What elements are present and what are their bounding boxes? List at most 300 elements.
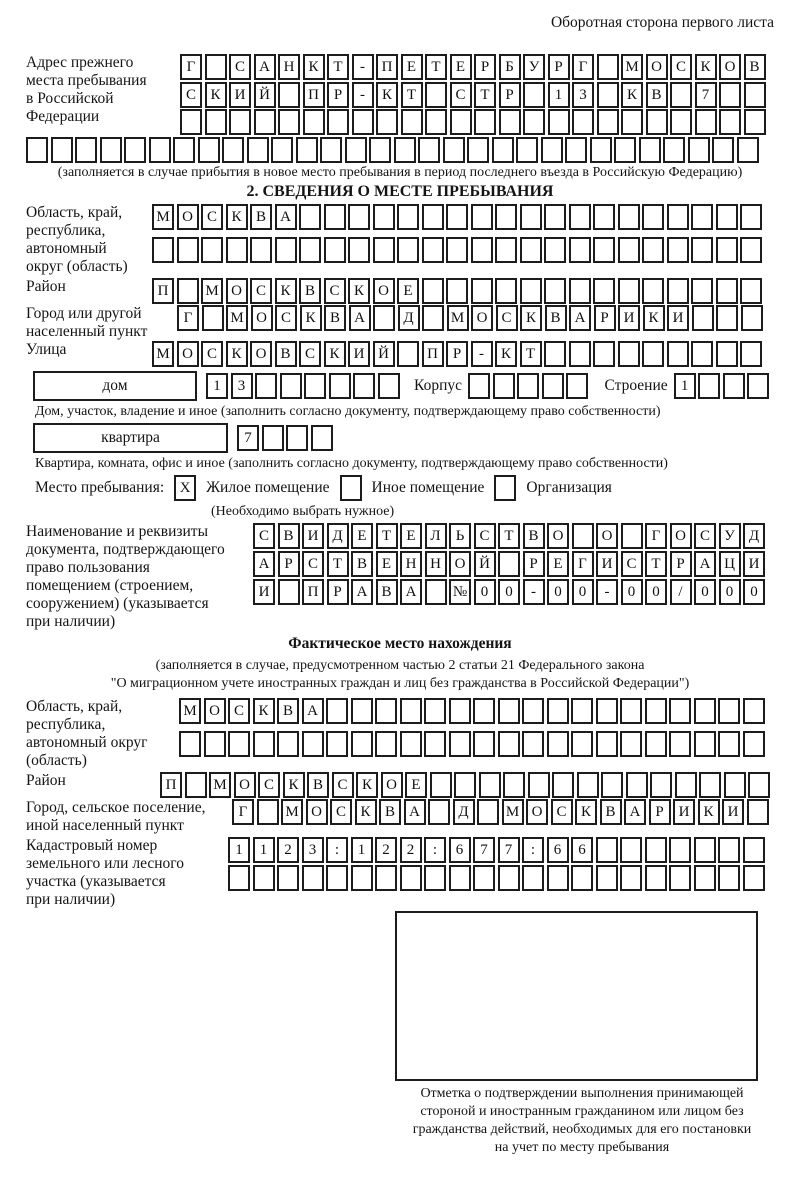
- char-cell[interactable]: [724, 772, 746, 798]
- char-cell[interactable]: 3: [231, 373, 253, 399]
- char-cell[interactable]: [520, 278, 542, 304]
- char-cell[interactable]: [639, 137, 661, 163]
- char-cell[interactable]: [741, 305, 763, 331]
- char-cell[interactable]: [517, 373, 539, 399]
- char-cell[interactable]: [528, 772, 550, 798]
- char-cell[interactable]: А: [254, 54, 276, 80]
- char-cell[interactable]: [180, 109, 202, 135]
- char-cell[interactable]: Р: [548, 54, 570, 80]
- char-cell[interactable]: С: [228, 698, 250, 724]
- char-cell[interactable]: О: [251, 305, 273, 331]
- char-cell[interactable]: [100, 137, 122, 163]
- char-cell[interactable]: [446, 237, 468, 263]
- char-cell[interactable]: №: [449, 579, 471, 605]
- char-cell[interactable]: М: [179, 698, 201, 724]
- char-cell[interactable]: [523, 109, 545, 135]
- char-cell[interactable]: [667, 237, 689, 263]
- char-cell[interactable]: [471, 204, 493, 230]
- char-cell[interactable]: [642, 341, 664, 367]
- char-cell[interactable]: 3: [302, 837, 324, 863]
- char-cell[interactable]: [275, 237, 297, 263]
- char-cell[interactable]: Й: [254, 82, 276, 108]
- char-cell[interactable]: С: [253, 523, 275, 549]
- char-cell[interactable]: В: [277, 698, 299, 724]
- char-cell[interactable]: 2: [375, 837, 397, 863]
- char-cell[interactable]: [253, 865, 275, 891]
- char-cell[interactable]: [626, 772, 648, 798]
- char-cell[interactable]: А: [351, 579, 373, 605]
- char-cell[interactable]: [400, 698, 422, 724]
- char-cell[interactable]: [748, 772, 770, 798]
- char-cell[interactable]: [542, 373, 564, 399]
- char-cell[interactable]: 7: [473, 837, 495, 863]
- char-cell[interactable]: [667, 204, 689, 230]
- char-cell[interactable]: В: [545, 305, 567, 331]
- char-cell[interactable]: О: [547, 523, 569, 549]
- char-cell[interactable]: [498, 731, 520, 757]
- char-cell[interactable]: Т: [498, 523, 520, 549]
- char-cell[interactable]: [692, 305, 714, 331]
- char-row[interactable]: [228, 865, 767, 891]
- char-cell[interactable]: М: [152, 341, 174, 367]
- char-cell[interactable]: [669, 731, 691, 757]
- char-cell[interactable]: С: [621, 551, 643, 577]
- char-cell[interactable]: О: [250, 341, 272, 367]
- char-cell[interactable]: О: [471, 305, 493, 331]
- char-cell[interactable]: [454, 772, 476, 798]
- char-row[interactable]: [232, 799, 771, 825]
- char-cell[interactable]: М: [281, 799, 303, 825]
- char-cell[interactable]: О: [234, 772, 256, 798]
- char-cell[interactable]: В: [278, 523, 300, 549]
- char-cell[interactable]: :: [424, 837, 446, 863]
- char-cell[interactable]: [552, 772, 574, 798]
- char-cell[interactable]: 0: [621, 579, 643, 605]
- char-cell[interactable]: [320, 137, 342, 163]
- char-cell[interactable]: Ь: [449, 523, 471, 549]
- char-cell[interactable]: [351, 865, 373, 891]
- char-cell[interactable]: К: [520, 305, 542, 331]
- char-row-house-number[interactable]: [206, 373, 402, 399]
- char-cell[interactable]: 1: [548, 82, 570, 108]
- char-cell[interactable]: К: [356, 772, 378, 798]
- char-cell[interactable]: 0: [743, 579, 765, 605]
- char-cell[interactable]: С: [694, 523, 716, 549]
- char-cell[interactable]: [397, 341, 419, 367]
- char-cell[interactable]: [430, 772, 452, 798]
- char-row[interactable]: [179, 698, 767, 724]
- char-cell[interactable]: [571, 698, 593, 724]
- char-cell[interactable]: Е: [400, 523, 422, 549]
- char-cell[interactable]: [569, 341, 591, 367]
- char-cell[interactable]: :: [326, 837, 348, 863]
- char-cell[interactable]: [278, 579, 300, 605]
- char-cell[interactable]: [492, 137, 514, 163]
- char-cell[interactable]: К: [575, 799, 597, 825]
- char-cell[interactable]: Р: [649, 799, 671, 825]
- char-cell[interactable]: И: [618, 305, 640, 331]
- char-row[interactable]: [228, 837, 767, 863]
- char-cell[interactable]: И: [722, 799, 744, 825]
- char-cell[interactable]: /: [670, 579, 692, 605]
- char-cell[interactable]: [424, 865, 446, 891]
- char-cell[interactable]: Г: [572, 54, 594, 80]
- char-cell[interactable]: [620, 731, 642, 757]
- char-cell[interactable]: В: [351, 551, 373, 577]
- char-cell[interactable]: [286, 425, 308, 451]
- char-cell[interactable]: А: [302, 698, 324, 724]
- char-cell[interactable]: [425, 579, 447, 605]
- char-cell[interactable]: [743, 731, 765, 757]
- char-cell[interactable]: [548, 109, 570, 135]
- char-cell[interactable]: [375, 731, 397, 757]
- char-row[interactable]: [152, 204, 765, 230]
- char-cell[interactable]: [737, 137, 759, 163]
- char-cell[interactable]: [173, 137, 195, 163]
- char-cell[interactable]: Р: [474, 54, 496, 80]
- char-cell[interactable]: [446, 278, 468, 304]
- confirmation-stamp-box[interactable]: [395, 911, 758, 1081]
- char-cell[interactable]: М: [502, 799, 524, 825]
- char-cell[interactable]: [620, 698, 642, 724]
- char-cell[interactable]: В: [376, 579, 398, 605]
- char-cell[interactable]: 0: [719, 579, 741, 605]
- char-cell[interactable]: [593, 204, 615, 230]
- char-cell[interactable]: [495, 278, 517, 304]
- char-cell[interactable]: [694, 837, 716, 863]
- char-cell[interactable]: [688, 137, 710, 163]
- char-row[interactable]: [177, 305, 765, 331]
- char-row[interactable]: [180, 109, 768, 135]
- char-cell[interactable]: [467, 137, 489, 163]
- char-cell[interactable]: [699, 772, 721, 798]
- char-cell[interactable]: [691, 204, 713, 230]
- char-cell[interactable]: [473, 698, 495, 724]
- char-cell[interactable]: [569, 237, 591, 263]
- char-cell[interactable]: 7: [498, 837, 520, 863]
- char-cell[interactable]: [597, 109, 619, 135]
- char-row[interactable]: [152, 341, 765, 367]
- char-cell[interactable]: С: [302, 551, 324, 577]
- char-cell[interactable]: [572, 523, 594, 549]
- checkbox-organization[interactable]: [494, 475, 516, 501]
- char-cell[interactable]: [253, 731, 275, 757]
- char-cell[interactable]: [642, 278, 664, 304]
- char-cell[interactable]: [716, 305, 738, 331]
- char-cell[interactable]: М: [201, 278, 223, 304]
- char-cell[interactable]: [695, 109, 717, 135]
- char-cell[interactable]: [26, 137, 48, 163]
- char-cell[interactable]: [428, 799, 450, 825]
- char-cell[interactable]: [299, 237, 321, 263]
- char-cell[interactable]: [593, 341, 615, 367]
- char-cell[interactable]: В: [299, 278, 321, 304]
- char-cell[interactable]: [669, 837, 691, 863]
- char-cell[interactable]: [422, 305, 444, 331]
- char-cell[interactable]: [744, 109, 766, 135]
- char-cell[interactable]: [324, 237, 346, 263]
- char-cell[interactable]: О: [670, 523, 692, 549]
- char-cell[interactable]: [51, 137, 73, 163]
- char-cell[interactable]: [324, 204, 346, 230]
- char-cell[interactable]: К: [226, 341, 248, 367]
- char-cell[interactable]: У: [719, 523, 741, 549]
- char-cell[interactable]: [718, 837, 740, 863]
- char-cell[interactable]: Р: [327, 82, 349, 108]
- char-cell[interactable]: П: [160, 772, 182, 798]
- char-cell[interactable]: [694, 731, 716, 757]
- char-cell[interactable]: К: [253, 698, 275, 724]
- char-cell[interactable]: В: [250, 204, 272, 230]
- char-cell[interactable]: А: [253, 551, 275, 577]
- char-cell[interactable]: [597, 54, 619, 80]
- char-cell[interactable]: П: [302, 579, 324, 605]
- char-cell[interactable]: Д: [398, 305, 420, 331]
- char-cell[interactable]: О: [646, 54, 668, 80]
- char-cell[interactable]: [499, 109, 521, 135]
- char-cell[interactable]: [719, 109, 741, 135]
- char-cell[interactable]: У: [523, 54, 545, 80]
- char-cell[interactable]: [522, 698, 544, 724]
- char-cell[interactable]: В: [600, 799, 622, 825]
- char-cell[interactable]: [373, 237, 395, 263]
- char-row[interactable]: [253, 551, 768, 577]
- char-cell[interactable]: Д: [453, 799, 475, 825]
- char-cell[interactable]: С: [250, 278, 272, 304]
- char-cell[interactable]: И: [667, 305, 689, 331]
- char-cell[interactable]: И: [302, 523, 324, 549]
- char-cell[interactable]: [277, 865, 299, 891]
- char-cell[interactable]: [596, 865, 618, 891]
- char-cell[interactable]: О: [526, 799, 548, 825]
- char-cell[interactable]: [262, 425, 284, 451]
- char-cell[interactable]: [601, 772, 623, 798]
- char-cell[interactable]: [443, 137, 465, 163]
- char-cell[interactable]: Е: [401, 54, 423, 80]
- char-row[interactable]: [160, 772, 773, 798]
- char-cell[interactable]: [450, 109, 472, 135]
- char-cell[interactable]: [351, 731, 373, 757]
- char-cell[interactable]: 7: [695, 82, 717, 108]
- char-cell[interactable]: [694, 865, 716, 891]
- char-cell[interactable]: [424, 731, 446, 757]
- char-cell[interactable]: [479, 772, 501, 798]
- char-cell[interactable]: Й: [474, 551, 496, 577]
- char-cell[interactable]: С: [330, 799, 352, 825]
- char-cell[interactable]: К: [495, 341, 517, 367]
- char-cell[interactable]: В: [744, 54, 766, 80]
- char-cell[interactable]: [302, 731, 324, 757]
- char-cell[interactable]: [397, 204, 419, 230]
- char-cell[interactable]: [596, 698, 618, 724]
- char-cell[interactable]: [571, 865, 593, 891]
- char-cell[interactable]: И: [596, 551, 618, 577]
- char-row[interactable]: [180, 54, 768, 80]
- char-cell[interactable]: [544, 204, 566, 230]
- char-cell[interactable]: И: [229, 82, 251, 108]
- char-cell[interactable]: [351, 698, 373, 724]
- char-cell[interactable]: [326, 698, 348, 724]
- char-cell[interactable]: [565, 137, 587, 163]
- char-cell[interactable]: [468, 373, 490, 399]
- char-cell[interactable]: 1: [228, 837, 250, 863]
- char-cell[interactable]: Т: [474, 82, 496, 108]
- char-cell[interactable]: Н: [278, 54, 300, 80]
- char-cell[interactable]: [400, 731, 422, 757]
- char-cell[interactable]: [422, 204, 444, 230]
- char-cell[interactable]: И: [743, 551, 765, 577]
- char-cell[interactable]: [716, 278, 738, 304]
- char-cell[interactable]: А: [404, 799, 426, 825]
- char-cell[interactable]: К: [698, 799, 720, 825]
- char-cell[interactable]: А: [275, 204, 297, 230]
- char-cell[interactable]: В: [324, 305, 346, 331]
- char-cell[interactable]: [345, 137, 367, 163]
- char-cell[interactable]: [280, 373, 302, 399]
- char-cell[interactable]: Г: [232, 799, 254, 825]
- char-cell[interactable]: [473, 731, 495, 757]
- char-cell[interactable]: 1: [206, 373, 228, 399]
- char-cell[interactable]: [75, 137, 97, 163]
- char-cell[interactable]: 0: [694, 579, 716, 605]
- char-cell[interactable]: [566, 373, 588, 399]
- char-cell[interactable]: [422, 237, 444, 263]
- char-cell[interactable]: 2: [400, 837, 422, 863]
- char-cell[interactable]: [493, 373, 515, 399]
- char-row-korpus[interactable]: [468, 373, 591, 399]
- char-cell[interactable]: А: [569, 305, 591, 331]
- char-cell[interactable]: [149, 137, 171, 163]
- char-cell[interactable]: [716, 204, 738, 230]
- char-cell[interactable]: О: [596, 523, 618, 549]
- char-cell[interactable]: [205, 54, 227, 80]
- char-cell[interactable]: 0: [474, 579, 496, 605]
- char-cell[interactable]: [373, 204, 395, 230]
- char-cell[interactable]: -: [523, 579, 545, 605]
- char-cell[interactable]: -: [596, 579, 618, 605]
- char-cell[interactable]: [418, 137, 440, 163]
- char-cell[interactable]: М: [447, 305, 469, 331]
- char-cell[interactable]: [645, 837, 667, 863]
- char-cell[interactable]: [747, 799, 769, 825]
- char-cell[interactable]: [523, 82, 545, 108]
- char-cell[interactable]: Т: [327, 54, 349, 80]
- char-cell[interactable]: [593, 278, 615, 304]
- char-cell[interactable]: [544, 341, 566, 367]
- char-cell[interactable]: [471, 278, 493, 304]
- char-cell[interactable]: [593, 237, 615, 263]
- char-cell[interactable]: 0: [645, 579, 667, 605]
- char-cell[interactable]: К: [300, 305, 322, 331]
- char-cell[interactable]: К: [643, 305, 665, 331]
- char-cell[interactable]: [618, 237, 640, 263]
- char-cell[interactable]: Е: [351, 523, 373, 549]
- char-cell[interactable]: [198, 137, 220, 163]
- char-cell[interactable]: Л: [425, 523, 447, 549]
- char-cell[interactable]: С: [496, 305, 518, 331]
- char-row[interactable]: [152, 278, 765, 304]
- char-cell[interactable]: К: [695, 54, 717, 80]
- char-cell[interactable]: В: [523, 523, 545, 549]
- char-cell[interactable]: [205, 109, 227, 135]
- char-cell[interactable]: [228, 731, 250, 757]
- char-cell[interactable]: К: [205, 82, 227, 108]
- char-cell[interactable]: [645, 865, 667, 891]
- char-cell[interactable]: 1: [253, 837, 275, 863]
- char-cell[interactable]: Т: [425, 54, 447, 80]
- char-cell[interactable]: [520, 237, 542, 263]
- char-cell[interactable]: [296, 137, 318, 163]
- char-cell[interactable]: [718, 731, 740, 757]
- char-cell[interactable]: [663, 137, 685, 163]
- char-cell[interactable]: [541, 137, 563, 163]
- char-cell[interactable]: [303, 109, 325, 135]
- char-cell[interactable]: [670, 82, 692, 108]
- char-cell[interactable]: [152, 237, 174, 263]
- char-cell[interactable]: 1: [674, 373, 696, 399]
- char-cell[interactable]: [740, 278, 762, 304]
- char-cell[interactable]: Н: [400, 551, 422, 577]
- char-cell[interactable]: Т: [327, 551, 349, 577]
- char-cell[interactable]: К: [348, 278, 370, 304]
- char-cell[interactable]: 7: [237, 425, 259, 451]
- char-cell[interactable]: 6: [547, 837, 569, 863]
- char-cell[interactable]: [394, 137, 416, 163]
- char-cell[interactable]: Р: [499, 82, 521, 108]
- char-cell[interactable]: Г: [177, 305, 199, 331]
- char-cell[interactable]: С: [299, 341, 321, 367]
- char-cell[interactable]: [577, 772, 599, 798]
- char-cell[interactable]: Ц: [719, 551, 741, 577]
- char-cell[interactable]: [449, 865, 471, 891]
- char-cell[interactable]: [278, 82, 300, 108]
- char-cell[interactable]: Р: [446, 341, 468, 367]
- char-cell[interactable]: [378, 373, 400, 399]
- char-cell[interactable]: М: [226, 305, 248, 331]
- char-cell[interactable]: [353, 373, 375, 399]
- char-cell[interactable]: [304, 373, 326, 399]
- char-cell[interactable]: М: [209, 772, 231, 798]
- char-cell[interactable]: 2: [277, 837, 299, 863]
- char-cell[interactable]: [646, 109, 668, 135]
- char-cell[interactable]: М: [152, 204, 174, 230]
- char-cell[interactable]: [473, 865, 495, 891]
- char-cell[interactable]: П: [422, 341, 444, 367]
- char-cell[interactable]: [271, 137, 293, 163]
- char-cell[interactable]: [425, 109, 447, 135]
- char-cell[interactable]: [375, 865, 397, 891]
- char-cell[interactable]: И: [348, 341, 370, 367]
- char-cell[interactable]: [520, 204, 542, 230]
- char-cell[interactable]: [618, 278, 640, 304]
- char-cell[interactable]: С: [450, 82, 472, 108]
- char-cell[interactable]: К: [324, 341, 346, 367]
- char-cell[interactable]: [675, 772, 697, 798]
- char-cell[interactable]: [498, 698, 520, 724]
- char-row-stroenie[interactable]: [674, 373, 772, 399]
- char-cell[interactable]: К: [621, 82, 643, 108]
- char-cell[interactable]: С: [275, 305, 297, 331]
- char-cell[interactable]: П: [303, 82, 325, 108]
- char-cell[interactable]: Н: [425, 551, 447, 577]
- char-cell[interactable]: [257, 799, 279, 825]
- char-cell[interactable]: [179, 731, 201, 757]
- char-cell[interactable]: [226, 237, 248, 263]
- char-cell[interactable]: [544, 237, 566, 263]
- char-cell[interactable]: [348, 204, 370, 230]
- char-cell[interactable]: С: [201, 204, 223, 230]
- char-cell[interactable]: [375, 698, 397, 724]
